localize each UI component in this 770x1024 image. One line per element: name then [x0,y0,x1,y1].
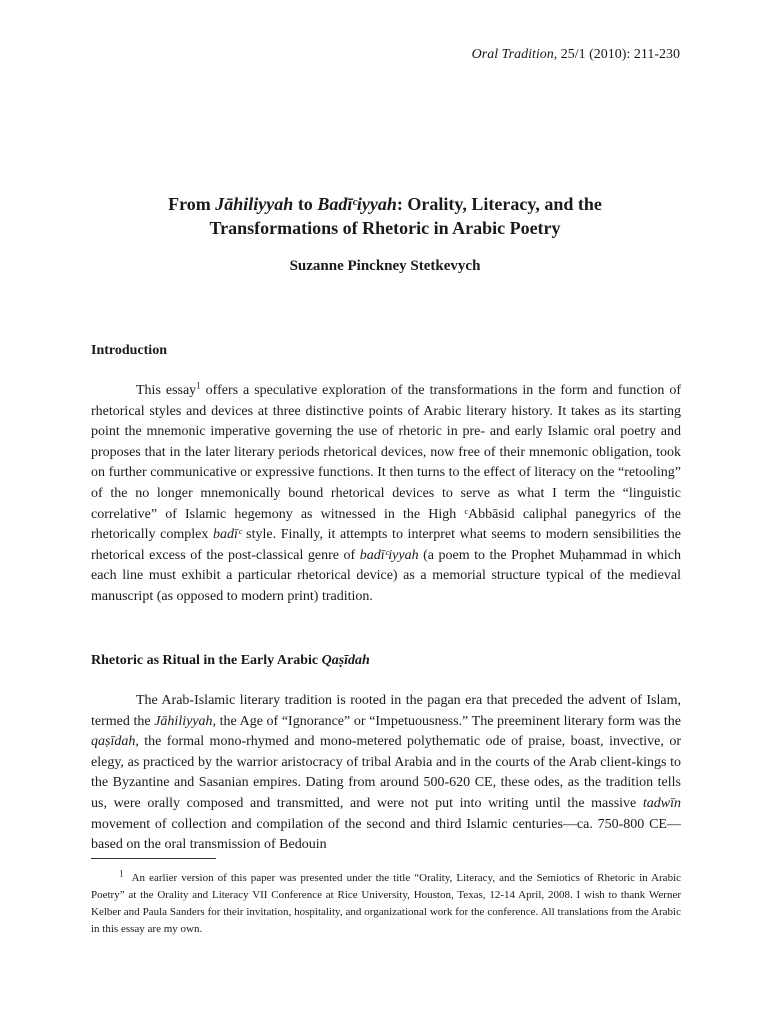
journal-name: Oral Tradition [471,47,554,62]
section-heading-rhetoric-as-ritual: Rhetoric as Ritual in the Early Arabic Qaṣīdah [91,653,370,668]
journal-citation: , 25/1 (2010): 211-230 [553,47,680,62]
title-term-badiciyyah: Badīᶜiyyah [317,194,397,214]
section-heading-introduction: Introduction [91,343,167,358]
author-name: Suzanne Pinckney Stetkevych [289,258,481,274]
footnote-text: An earlier version of this paper was presented under the title “Orality, Literacy, and the Semiotics of Rhetoric in Arabic Poetry” at the Orality and Literacy VII Conference at Rice University, Houston, Texas, 12-14 April, 2008. I wish to thank Werner Kelber and Paula Sanders for their invitation, hospitality, and organizational work for the conference. All translations from the Arabic in this essay are my own. [91,872,682,935]
running-head [472,47,680,63]
title-line-2: Transformations of Rhetoric in Arabic Poetry [209,218,561,238]
footnote-number: 1 [119,868,124,879]
article-title: From Jāhiliyyah to Badīᶜiyyah: Orality, Literacy, and the Transformations of Rhetoric in Arabic Poetry [168,194,602,238]
footnote [91,870,681,938]
introduction-paragraph: This essay$^1$ offers a speculative exploration of the transformations in the form and function of rhetorical styles and devices at three distinctive points of Arabic literary history. It takes as its starting point the mnemonic imperative governing the use of rhetoric in pre- and early Islamic oral poetry and proposes that in the later literary periods rhetorical devices, now free of their mnemonic obligation, took on further communicative or expressive functions. It then turns to the effect of literacy on the “retooling” of the no longer mnemonically bound rhetorical devices to serve as what I term the “linguistic correlative” of Islamic hegemony as witnessed in the High ᶜAbbāsid caliphal panegyrics of the rhetorically complex badīᶜ style. Finally, it attempts to interpret what seems to modern sensibilities the rhetorical excess of the post-classical genre of badīᶜiyyah (a poem to the Prophet Muḥammad in which each line must exhibit a particular rhetorical device) as a memorial structure typical of the medieval manuscript (as opposed to modern print) tradition. [91,380,681,604]
rhetoric-paragraph: The Arab-Islamic literary tradition is rooted in the pagan era that preceded the advent of Islam, termed the Jāhiliyyah, the Age of “Ignorance” or “Impetuousness.” The preeminent literary form was the qaṣīdah, the formal mono-rhymed and mono-metered polythematic ode of praise, boast, invective, or elegy, as practiced by the warrior aristocracy of tribal Arabia and in the courts of the Arab client-kings to the Byzantine and Sasanian empires. Dating from around 500-620 CE, these odes, as the tradition tells us, were orally composed and transmitted, and were not put into writing until the massive tadwīn movement of collection and compilation of the second and third Islamic centuries—ca. 750-800 CE—based on the oral transmission of Bedouin [91,693,681,853]
title-term-jahiliyyah: Jāhiliyyah [215,194,294,214]
footnote-marker[interactable]: 1 [196,380,201,391]
footnote-divider [91,858,216,859]
